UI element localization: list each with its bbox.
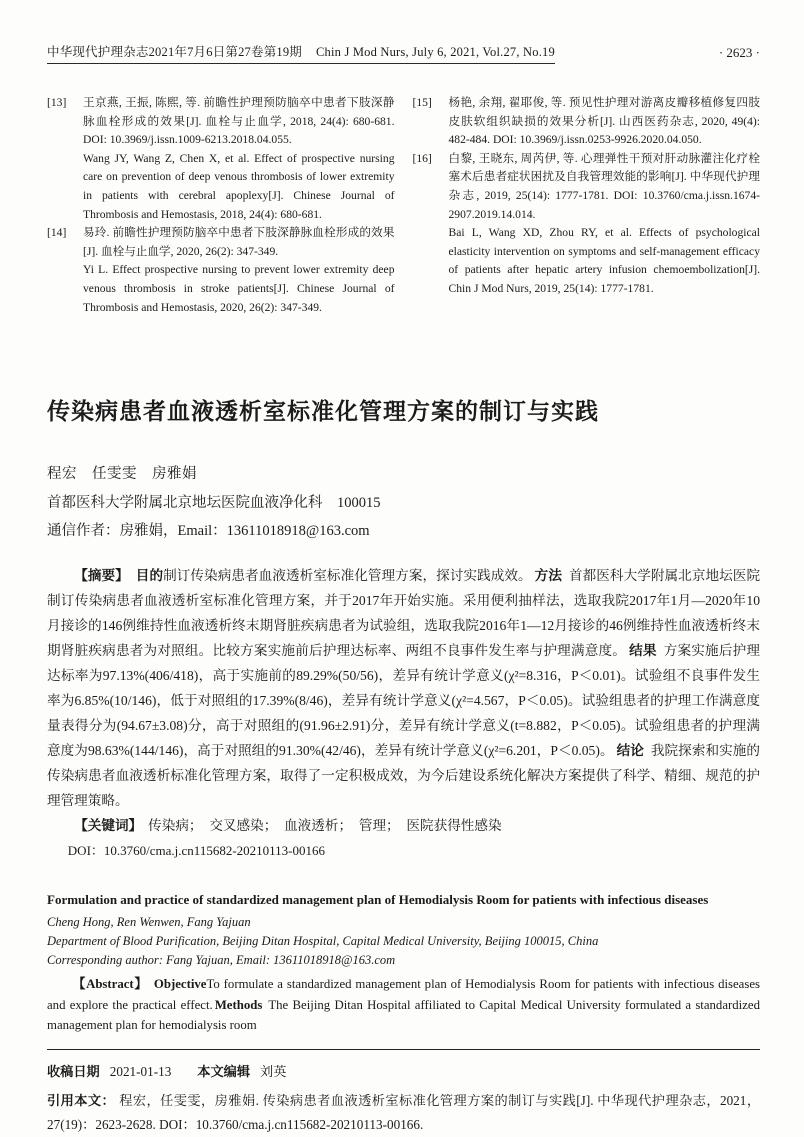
reference-text-en: Wang JY, Wang Z, Chen X, et al. Effect of prospective nursing care on prevention of deep venous thrombosis of lower extremity in patients with cerebral apoplexy[J]. Chinese Journal of Thrombosis and Hemostasis, 2018, 24(4): 680-681.	[83, 151, 395, 221]
reference-item	[47, 94, 395, 224]
keywords: 传染病； 交叉感染； 血液透析； 管理； 医院获得性感染	[148, 818, 502, 834]
journal-info-cn: 中华现代护理杂志2021年7月6日第27卷第19期	[47, 45, 303, 59]
methods-label: 方法	[534, 568, 562, 584]
conclusion-label: 结论	[616, 743, 644, 759]
affiliation-cn: 首都医科大学附属北京地坛医院血液净化科 100015	[47, 495, 381, 512]
reference-number: [14]	[47, 226, 67, 240]
reference-item	[413, 94, 761, 150]
received-date: 2021-01-13	[109, 1063, 172, 1079]
abstract-en-methods: The Beijing Ditan Hospital affiliated to Capital Medical University formulated a standardized management plan for hemodialysis room	[47, 997, 760, 1033]
corresponding-author-en: Corresponding author: Fang Yajuan, Email: 13611018918@163.com	[47, 953, 396, 968]
keywords-label: 【关键词】	[74, 818, 143, 834]
editor-name: 刘英	[260, 1063, 287, 1079]
reference-number: [15]	[412, 96, 432, 109]
objective-en-label: Objective	[153, 977, 207, 992]
article-title-en: Formulation and practice of standardized management plan of Hemodialysis Room for patients with infectious diseases	[47, 892, 709, 908]
abstract-objective: 制订传染病患者血液透析室标准化管理方案，探讨实践成效。	[163, 568, 532, 584]
footnote	[47, 1049, 760, 1137]
reference-item	[413, 150, 761, 299]
reference-number: [16]	[412, 151, 432, 165]
reference-column-right	[413, 94, 761, 317]
authors-cn: 程宏 任雯雯 房雅娟	[47, 466, 197, 483]
abstract-cn	[47, 563, 760, 813]
doi-line: DOI：10.3760/cma.j.cn115682-20210113-00166	[67, 843, 325, 859]
reference-number: [13]	[47, 96, 67, 109]
citation-text: 程宏，任雯雯，房雅娟. 传染病患者血液透析室标准化管理方案的制订与实践[J]. 中华现代护理杂志，2021，27(19)：2623-2628. DOI：10.3760/cma.j.cn115682-20210113-00166.	[47, 1092, 761, 1132]
corresponding-author-cn: 通信作者：房雅娟，Email：13611018918@163.com	[47, 523, 370, 540]
footnote-dates	[47, 1061, 760, 1083]
reference-text-cn: 杨艳, 余翔, 翟耶俊, 等. 预见性护理对游离皮瓣移植修复四肢皮肤软组织缺损的效果分析[J]. 山西医药杂志, 2020, 49(4): 482-484. DOI: 10.3969/j.issn.0253-9926.2020.04.050.	[448, 96, 760, 147]
authors-en: Cheng Hong, Ren Wenwen, Fang Yajuan	[47, 915, 251, 930]
abstract-label: 【摘要】	[74, 568, 129, 584]
journal-running-head	[47, 42, 555, 64]
abstract-conclusion: 我院探索和实施的传染病患者血液透析标准化管理方案，取得了一定积极成效，为今后建设系统化解决方案提供了科学、精细、规范的护理管理策略。	[47, 743, 761, 809]
reference-text-en: Bai L, Wang XD, Zhou RY, et al. Effects of psychological elasticity intervention on symptoms and self-management efficacy of patients after hepatic artery infusion chemoembolization[J]. Chin J Mod Nurs, 2019, 25(14): 1777-1781.	[448, 226, 760, 295]
page-number: · 2623 ·	[718, 45, 760, 60]
article-title-cn: 传染病患者血液透析室标准化管理方案的制订与实践	[47, 398, 599, 425]
received-label: 收稿日期	[47, 1063, 100, 1079]
keywords-line	[47, 813, 760, 838]
abstract-en	[47, 974, 760, 1036]
reference-body	[449, 150, 761, 299]
page-header	[47, 42, 760, 64]
abstract-results: 方案实施后护理达标率为97.13%(406/418)，高于实施前的89.29%(50/56)，差异有统计学意义(χ²=8.316，P＜0.01)。试验组不良事件发生率为6.85%(10/146)，低于对照组的17.39%(8/46)，差异有统计学意义(χ²=4.567，P＜0.05)。试验组患者的护理工作满意度量表得分为(94.67±3.08)分，高于对照组的(91.96±2.91)分，差异有统计学意义(t=8.882，P＜0.05)。试验组患者的护理满意度为98.63%(144/146)，高于对照组的91.30%(42/46)，差异有统计学意义(χ²=6.201，P＜0.05)。	[47, 643, 761, 759]
reference-list	[47, 94, 760, 317]
english-section	[47, 889, 760, 1036]
reference-text-cn: 易玲. 前瞻性护理预防脑卒中患者下肢深静脉血栓形成的效果[J]. 血栓与止血学, 2020, 26(2): 347-349.	[83, 226, 395, 258]
methods-en-label: Methods	[214, 997, 263, 1012]
abstract-en-objective: To formulate a standardized management plan of Hemodialysis Room for patients with infectious diseases and explore the practical effect.	[47, 977, 760, 1012]
reference-item	[47, 224, 395, 317]
reference-column-left	[47, 94, 395, 317]
reference-text-cn: 王京燕, 王振, 陈熙, 等. 前瞻性护理预防脑卒中患者下肢深静脉血栓形成的效果[J]. 血栓与止血学, 2018, 24(4): 680-681. DOI: 10.3969/j.issn.1009-6213.2018.04.055.	[83, 96, 395, 147]
reference-text-en: Yi L. Effect prospective nursing to prevent lower extremity deep venous thrombosis in stroke patients[J]. Chinese Journal of Thrombosis and Hemostasis, 2020, 26(2): 347-349.	[83, 263, 395, 314]
journal-info-en: Chin J Mod Nurs, July 6, 2021, Vol.27, No.19	[316, 45, 555, 59]
objective-label: 目的	[135, 568, 164, 584]
results-label: 结果	[629, 643, 657, 659]
abstract-en-label: 【Abstract】	[72, 977, 148, 992]
reference-body	[449, 94, 761, 150]
reference-text-cn: 白黎, 王晓东, 周芮伊, 等. 心理弹性干预对肝动脉灌注化疗栓塞术后患者症状困扰及自我管理效能的影响[J]. 中华现代护理杂志, 2019, 25(14): 1777-1781. DOI: 10.3760/cma.j.issn.1674-2907.2019.14.014.	[448, 151, 760, 221]
affiliation-en: Department of Blood Purification, Beijing Ditan Hospital, Capital Medical University, Beijing 100015, China	[47, 934, 599, 949]
editor-label: 本文编辑	[197, 1063, 251, 1079]
citation-label: 引用本文：	[47, 1092, 116, 1108]
reference-body	[83, 94, 395, 224]
citation	[47, 1089, 760, 1137]
reference-body	[83, 224, 395, 317]
abstract-methods: 首都医科大学附属北京地坛医院制订传染病患者血液透析室标准化管理方案，并于2017年开始实施。采用便利抽样法，选取我院2017年1月—2020年10月接诊的146例维持性血液透析终末期肾脏疾病患者为试验组，选取我院2016年1—12月接诊的46例维持性血液透析终末期肾脏疾病患者为对照组。比较方案实施前后护理达标率、两组不良事件发生率与护理满意度。	[47, 568, 761, 659]
